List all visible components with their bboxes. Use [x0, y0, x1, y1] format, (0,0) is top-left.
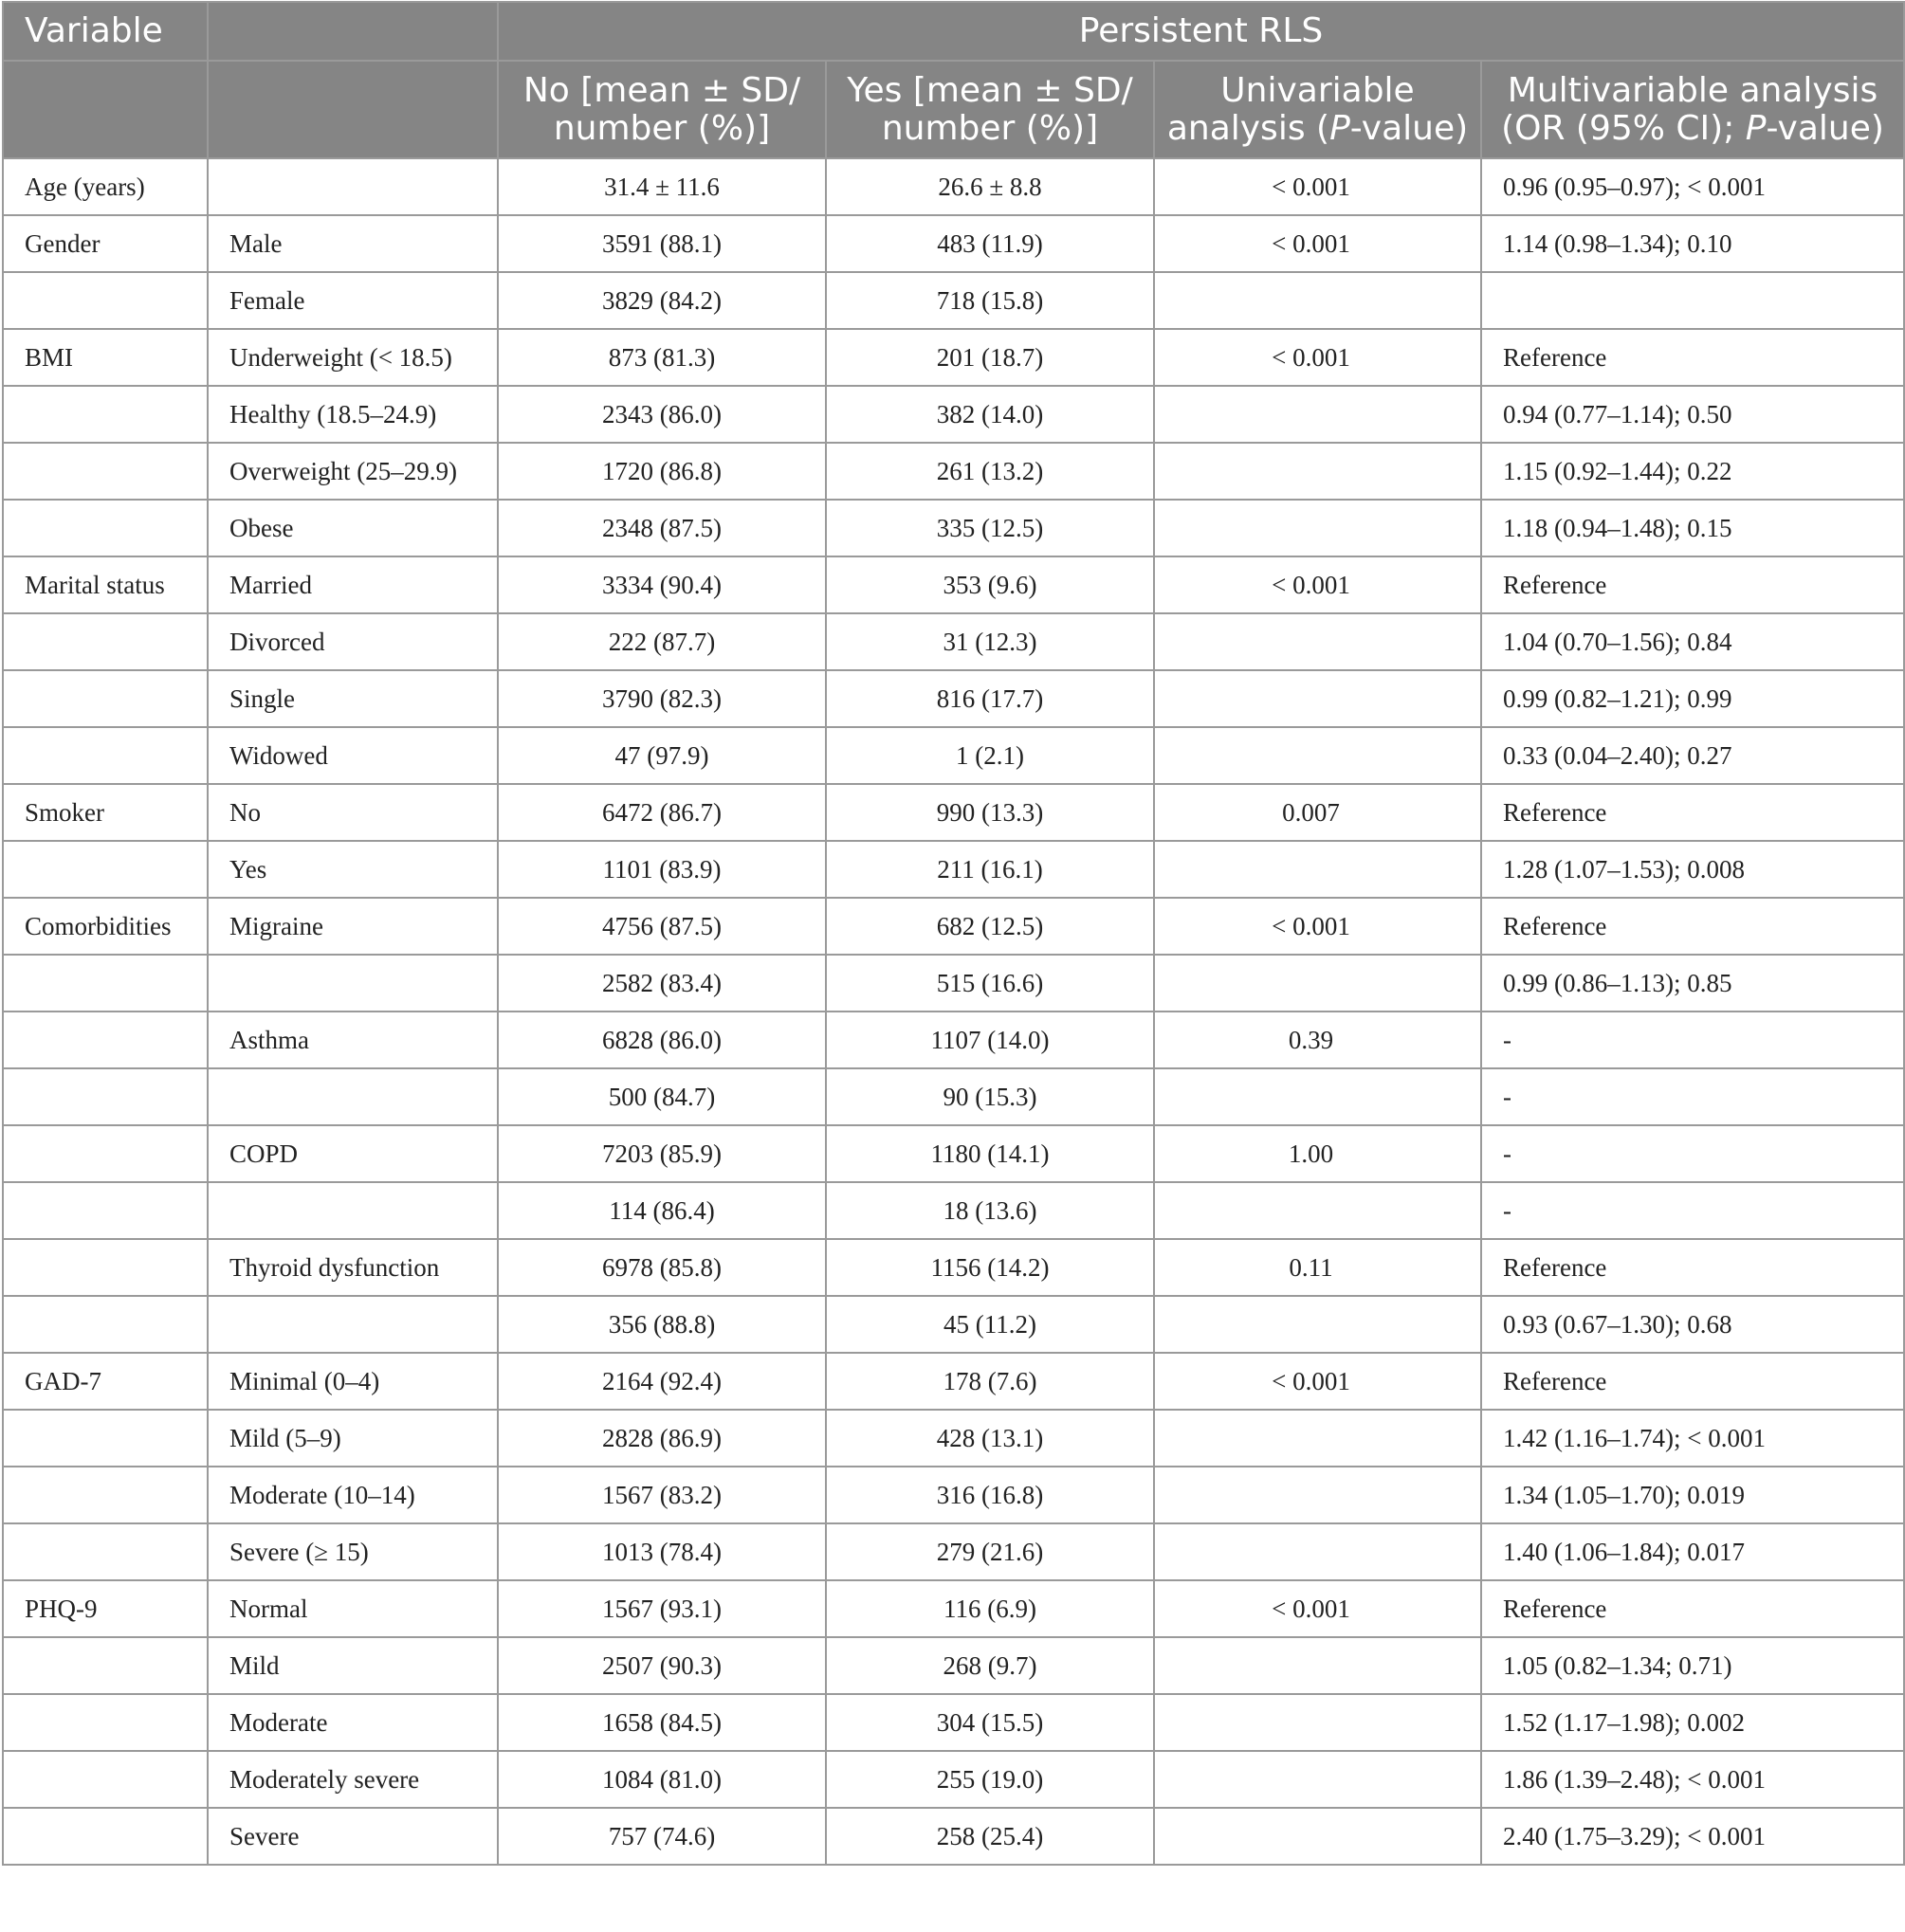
header-row-1: [3, 2, 1904, 61]
multivariable-or-cell: 0.96 (0.95–0.97); < 0.001: [1481, 158, 1904, 215]
multivariable-or-cell: 1.42 (1.16–1.74); < 0.001: [1481, 1410, 1904, 1467]
yes-header-line2: number (%)]: [881, 108, 1099, 148]
variable-cell: [3, 727, 208, 784]
multivariable-or-cell: 1.04 (0.70–1.56); 0.84: [1481, 613, 1904, 670]
variable-cell: [3, 443, 208, 500]
univariable-p-cell: < 0.001: [1154, 329, 1481, 386]
header-row-2: [3, 61, 1904, 158]
univariable-p-cell: < 0.001: [1154, 215, 1481, 272]
category-cell: Single: [208, 670, 498, 727]
table-row: [3, 898, 1904, 955]
multivariable-or-cell: Reference: [1481, 556, 1904, 613]
yes-value-cell: 382 (14.0): [826, 386, 1154, 443]
category-cell: Married: [208, 556, 498, 613]
category-cell: [208, 1068, 498, 1125]
univariable-p-cell: 1.00: [1154, 1125, 1481, 1182]
variable-cell: [3, 1012, 208, 1068]
table-row: [3, 784, 1904, 841]
yes-value-cell: 178 (7.6): [826, 1353, 1154, 1410]
no-value-cell: 2582 (83.4): [498, 955, 826, 1012]
category-cell: COPD: [208, 1125, 498, 1182]
category-cell: Healthy (18.5–24.9): [208, 386, 498, 443]
no-value-cell: 1013 (78.4): [498, 1523, 826, 1580]
multivariable-or-cell: 2.40 (1.75–3.29); < 0.001: [1481, 1808, 1904, 1865]
no-value-cell: 500 (84.7): [498, 1068, 826, 1125]
univariable-header-suffix: -value): [1349, 108, 1469, 148]
univariable-header-p: P: [1329, 108, 1350, 148]
category-cell: Female: [208, 272, 498, 329]
category-cell: Severe (≥ 15): [208, 1523, 498, 1580]
no-value-cell: 222 (87.7): [498, 613, 826, 670]
yes-value-cell: 428 (13.1): [826, 1410, 1154, 1467]
no-value-cell: 3829 (84.2): [498, 272, 826, 329]
multivariable-or-cell: 0.99 (0.82–1.21); 0.99: [1481, 670, 1904, 727]
yes-value-cell: 304 (15.5): [826, 1694, 1154, 1751]
variable-cell: [3, 1125, 208, 1182]
univariable-p-cell: [1154, 500, 1481, 556]
no-value-cell: 3790 (82.3): [498, 670, 826, 727]
yes-value-cell: 990 (13.3): [826, 784, 1154, 841]
yes-value-cell: 211 (16.1): [826, 841, 1154, 898]
no-header-line1: No [mean ± SD/: [522, 70, 801, 110]
variable-cell: Marital status: [3, 556, 208, 613]
multivariable-or-cell: 1.40 (1.06–1.84); 0.017: [1481, 1523, 1904, 1580]
table-row: [3, 1125, 1904, 1182]
category-cell: Divorced: [208, 613, 498, 670]
multivariable-or-cell: 1.15 (0.92–1.44); 0.22: [1481, 443, 1904, 500]
univariable-p-cell: < 0.001: [1154, 158, 1481, 215]
category-cell: Mild: [208, 1637, 498, 1694]
variable-cell: [3, 1239, 208, 1296]
table-row: [3, 1751, 1904, 1808]
yes-value-cell: 116 (6.9): [826, 1580, 1154, 1637]
table-row: [3, 955, 1904, 1012]
variable-cell: [3, 955, 208, 1012]
category-cell: Moderately severe: [208, 1751, 498, 1808]
category-cell: Mild (5–9): [208, 1410, 498, 1467]
multivariable-or-cell: 1.28 (1.07–1.53); 0.008: [1481, 841, 1904, 898]
univariable-p-cell: [1154, 727, 1481, 784]
persistent-rls-group-header: Persistent RLS: [498, 2, 1904, 61]
yes-value-cell: 258 (25.4): [826, 1808, 1154, 1865]
category-cell: Overweight (25–29.9): [208, 443, 498, 500]
multivariable-or-cell: Reference: [1481, 784, 1904, 841]
multivariable-or-cell: 0.33 (0.04–2.40); 0.27: [1481, 727, 1904, 784]
variable-cell: BMI: [3, 329, 208, 386]
category-cell: Widowed: [208, 727, 498, 784]
variable-cell: Gender: [3, 215, 208, 272]
category-cell: Severe: [208, 1808, 498, 1865]
multivariable-or-cell: [1481, 272, 1904, 329]
univariable-p-cell: [1154, 443, 1481, 500]
table-row: [3, 1410, 1904, 1467]
yes-value-cell: 718 (15.8): [826, 272, 1154, 329]
variable-cell: [3, 500, 208, 556]
variable-cell: Comorbidities: [3, 898, 208, 955]
yes-value-cell: 316 (16.8): [826, 1467, 1154, 1523]
yes-column-header: [826, 61, 1154, 158]
table-row: [3, 386, 1904, 443]
univariable-p-cell: [1154, 1751, 1481, 1808]
univariable-p-cell: 0.39: [1154, 1012, 1481, 1068]
univariable-p-cell: [1154, 1523, 1481, 1580]
category-cell: Thyroid dysfunction: [208, 1239, 498, 1296]
table-row: [3, 1694, 1904, 1751]
category-cell: Obese: [208, 500, 498, 556]
no-value-cell: 2348 (87.5): [498, 500, 826, 556]
multivariable-or-cell: -: [1481, 1012, 1904, 1068]
no-header-line2: number (%)]: [553, 108, 771, 148]
blank-header-cell: [208, 61, 498, 158]
category-cell: Yes: [208, 841, 498, 898]
variable-cell: [3, 1467, 208, 1523]
variable-cell: GAD-7: [3, 1353, 208, 1410]
univariable-header-text: analysis (: [1166, 108, 1330, 148]
univariable-p-cell: [1154, 670, 1481, 727]
blank-header-cell: [3, 61, 208, 158]
multivariable-or-cell: Reference: [1481, 1239, 1904, 1296]
variable-cell: [3, 386, 208, 443]
yes-value-cell: 26.6 ± 8.8: [826, 158, 1154, 215]
univariable-p-cell: < 0.001: [1154, 556, 1481, 613]
no-value-cell: 7203 (85.9): [498, 1125, 826, 1182]
category-cell: Moderate (10–14): [208, 1467, 498, 1523]
category-cell: Minimal (0–4): [208, 1353, 498, 1410]
yes-value-cell: 45 (11.2): [826, 1296, 1154, 1353]
multivariable-or-cell: 1.14 (0.98–1.34); 0.10: [1481, 215, 1904, 272]
yes-value-cell: 335 (12.5): [826, 500, 1154, 556]
multivariable-or-cell: 0.99 (0.86–1.13); 0.85: [1481, 955, 1904, 1012]
yes-value-cell: 90 (15.3): [826, 1068, 1154, 1125]
yes-value-cell: 268 (9.7): [826, 1637, 1154, 1694]
variable-cell: [3, 1410, 208, 1467]
table-row: [3, 1068, 1904, 1125]
no-value-cell: 2828 (86.9): [498, 1410, 826, 1467]
category-cell: Moderate: [208, 1694, 498, 1751]
univariable-header-line2: [1167, 109, 1468, 148]
table-row: [3, 1808, 1904, 1865]
table-row: [3, 613, 1904, 670]
variable-cell: [3, 1296, 208, 1353]
univariable-header-line1: Univariable: [1220, 70, 1415, 110]
multivariable-or-cell: 0.93 (0.67–1.30); 0.68: [1481, 1296, 1904, 1353]
table-row: [3, 841, 1904, 898]
yes-value-cell: 201 (18.7): [826, 329, 1154, 386]
table-row: [3, 1467, 1904, 1523]
category-column-header: [208, 2, 498, 61]
yes-value-cell: 682 (12.5): [826, 898, 1154, 955]
multivariable-or-cell: -: [1481, 1068, 1904, 1125]
multivariable-or-cell: 0.94 (0.77–1.14); 0.50: [1481, 386, 1904, 443]
multivariable-header-text: (OR (95% CI);: [1501, 108, 1746, 148]
univariable-p-cell: [1154, 1637, 1481, 1694]
table-row: [3, 670, 1904, 727]
category-cell: Migraine: [208, 898, 498, 955]
univariable-p-cell: [1154, 1808, 1481, 1865]
no-value-cell: 356 (88.8): [498, 1296, 826, 1353]
univariable-p-cell: [1154, 1694, 1481, 1751]
no-value-cell: 6472 (86.7): [498, 784, 826, 841]
table-row: [3, 1239, 1904, 1296]
variable-column-header: Variable: [3, 2, 208, 61]
no-value-cell: 2343 (86.0): [498, 386, 826, 443]
table-row: [3, 215, 1904, 272]
variable-cell: [3, 1182, 208, 1239]
multivariable-or-cell: Reference: [1481, 329, 1904, 386]
no-value-cell: 2507 (90.3): [498, 1637, 826, 1694]
no-value-cell: 1101 (83.9): [498, 841, 826, 898]
yes-value-cell: 515 (16.6): [826, 955, 1154, 1012]
no-value-cell: 757 (74.6): [498, 1808, 826, 1865]
no-value-cell: 114 (86.4): [498, 1182, 826, 1239]
no-value-cell: 1720 (86.8): [498, 443, 826, 500]
yes-value-cell: 255 (19.0): [826, 1751, 1154, 1808]
multivariable-column-header: [1481, 61, 1904, 158]
category-cell: [208, 1296, 498, 1353]
multivariable-header-line1: Multivariable analysis: [1507, 70, 1878, 110]
multivariable-or-cell: 1.05 (0.82–1.34; 0.71): [1481, 1637, 1904, 1694]
variable-cell: [3, 1751, 208, 1808]
variable-cell: PHQ-9: [3, 1580, 208, 1637]
yes-value-cell: 1 (2.1): [826, 727, 1154, 784]
variable-cell: [3, 272, 208, 329]
univariable-p-cell: [1154, 955, 1481, 1012]
no-value-cell: 6978 (85.8): [498, 1239, 826, 1296]
table-row: [3, 1012, 1904, 1068]
univariable-p-cell: [1154, 1410, 1481, 1467]
univariable-column-header: [1154, 61, 1481, 158]
multivariable-or-cell: 1.86 (1.39–2.48); < 0.001: [1481, 1751, 1904, 1808]
table-row: [3, 556, 1904, 613]
no-value-cell: 3591 (88.1): [498, 215, 826, 272]
table-row: [3, 1523, 1904, 1580]
no-value-cell: 2164 (92.4): [498, 1353, 826, 1410]
rls-statistics-table: [2, 1, 1905, 1866]
yes-header-line1: Yes [mean ± SD/: [847, 70, 1133, 110]
yes-value-cell: 353 (9.6): [826, 556, 1154, 613]
univariable-p-cell: < 0.001: [1154, 898, 1481, 955]
multivariable-or-cell: 1.18 (0.94–1.48); 0.15: [1481, 500, 1904, 556]
table-row: [3, 1637, 1904, 1694]
yes-value-cell: 1107 (14.0): [826, 1012, 1154, 1068]
no-value-cell: 6828 (86.0): [498, 1012, 826, 1068]
category-cell: Asthma: [208, 1012, 498, 1068]
no-value-cell: 47 (97.9): [498, 727, 826, 784]
yes-value-cell: 18 (13.6): [826, 1182, 1154, 1239]
category-cell: No: [208, 784, 498, 841]
table-row: [3, 329, 1904, 386]
category-cell: Normal: [208, 1580, 498, 1637]
no-value-cell: 4756 (87.5): [498, 898, 826, 955]
variable-cell: [3, 1637, 208, 1694]
table-row: [3, 1182, 1904, 1239]
variable-cell: [3, 613, 208, 670]
category-cell: [208, 1182, 498, 1239]
yes-value-cell: 279 (21.6): [826, 1523, 1154, 1580]
table-row: [3, 1580, 1904, 1637]
table-row: [3, 1296, 1904, 1353]
multivariable-header-p: P: [1745, 108, 1767, 148]
yes-value-cell: 483 (11.9): [826, 215, 1154, 272]
variable-cell: Age (years): [3, 158, 208, 215]
variable-cell: [3, 1068, 208, 1125]
multivariable-or-cell: -: [1481, 1125, 1904, 1182]
yes-value-cell: 816 (17.7): [826, 670, 1154, 727]
no-value-cell: 1567 (83.2): [498, 1467, 826, 1523]
multivariable-or-cell: 1.52 (1.17–1.98); 0.002: [1481, 1694, 1904, 1751]
category-cell: Underweight (< 18.5): [208, 329, 498, 386]
no-value-cell: 1658 (84.5): [498, 1694, 826, 1751]
multivariable-or-cell: 1.34 (1.05–1.70); 0.019: [1481, 1467, 1904, 1523]
no-value-cell: 1084 (81.0): [498, 1751, 826, 1808]
variable-cell: [3, 841, 208, 898]
yes-value-cell: 31 (12.3): [826, 613, 1154, 670]
table-row: [3, 443, 1904, 500]
univariable-p-cell: [1154, 1182, 1481, 1239]
variable-cell: [3, 1694, 208, 1751]
univariable-p-cell: [1154, 1068, 1481, 1125]
univariable-p-cell: < 0.001: [1154, 1580, 1481, 1637]
univariable-p-cell: 0.11: [1154, 1239, 1481, 1296]
multivariable-or-cell: Reference: [1481, 898, 1904, 955]
variable-cell: Smoker: [3, 784, 208, 841]
multivariable-header-line2: [1501, 109, 1884, 148]
no-value-cell: 31.4 ± 11.6: [498, 158, 826, 215]
multivariable-header-suffix: -value): [1766, 108, 1884, 148]
category-cell: [208, 158, 498, 215]
univariable-p-cell: [1154, 386, 1481, 443]
univariable-p-cell: [1154, 1296, 1481, 1353]
table-row: [3, 158, 1904, 215]
category-cell: Male: [208, 215, 498, 272]
table-row: [3, 727, 1904, 784]
table-row: [3, 272, 1904, 329]
univariable-p-cell: [1154, 841, 1481, 898]
yes-value-cell: 1156 (14.2): [826, 1239, 1154, 1296]
table-row: [3, 1353, 1904, 1410]
table-header: [3, 2, 1904, 158]
table-body: [3, 158, 1904, 1865]
univariable-p-cell: [1154, 1467, 1481, 1523]
no-value-cell: 1567 (93.1): [498, 1580, 826, 1637]
no-column-header: [498, 61, 826, 158]
category-cell: [208, 955, 498, 1012]
univariable-p-cell: < 0.001: [1154, 1353, 1481, 1410]
yes-value-cell: 1180 (14.1): [826, 1125, 1154, 1182]
univariable-p-cell: [1154, 272, 1481, 329]
multivariable-or-cell: Reference: [1481, 1353, 1904, 1410]
variable-cell: [3, 1808, 208, 1865]
univariable-p-cell: [1154, 613, 1481, 670]
table-row: [3, 500, 1904, 556]
no-value-cell: 3334 (90.4): [498, 556, 826, 613]
yes-value-cell: 261 (13.2): [826, 443, 1154, 500]
no-value-cell: 873 (81.3): [498, 329, 826, 386]
variable-cell: [3, 670, 208, 727]
variable-cell: [3, 1523, 208, 1580]
multivariable-or-cell: -: [1481, 1182, 1904, 1239]
multivariable-or-cell: Reference: [1481, 1580, 1904, 1637]
univariable-p-cell: 0.007: [1154, 784, 1481, 841]
